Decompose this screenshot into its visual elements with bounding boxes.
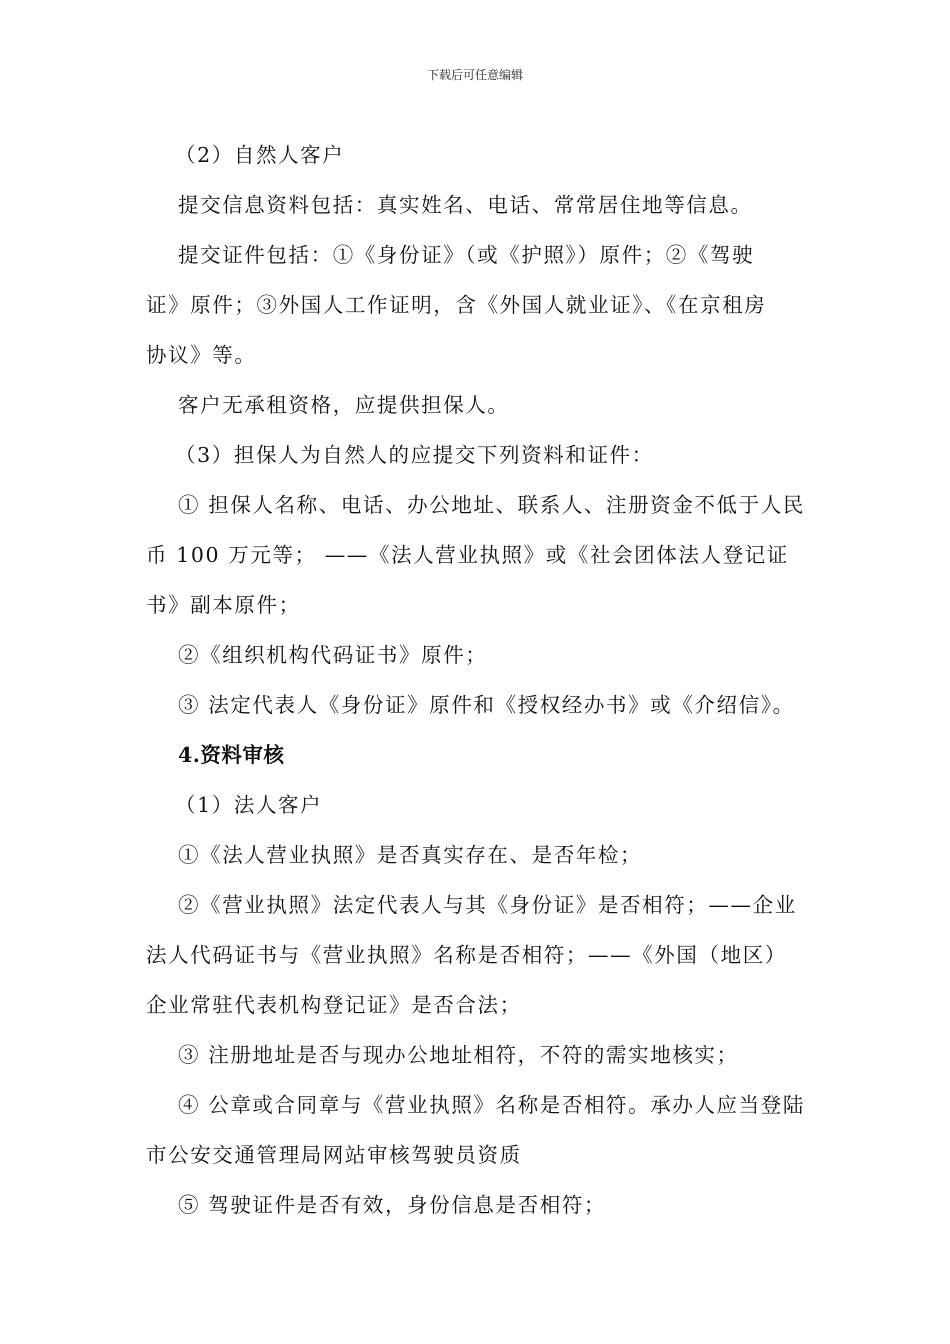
list-item: ②《营业执照》法定代表人与其《身份证》是否相符；——企业 (178, 893, 797, 917)
section-heading: 4.资料审核 (178, 743, 285, 767)
list-item: ⑤ 驾驶证件是否有效，身份信息是否相符； (178, 1193, 607, 1217)
subsection-title: （2）自然人客户 (175, 143, 345, 167)
list-item: ②《组织机构代码证书》原件； (178, 643, 488, 667)
list-item: ③ 法定代表人《身份证》原件和《授权经办书》或《介绍信》。 (178, 693, 795, 717)
paragraph-line: 证》原件；③外国人工作证明，含《外国人就业证》、《在京租房 (146, 293, 767, 317)
paragraph-line: 客户无承租资格，应提供担保人。 (178, 393, 510, 417)
page-header: 下载后可任意编辑 (426, 68, 523, 82)
paragraph-line: 书》副本原件； (146, 593, 301, 617)
list-item: ①《法人营业执照》是否真实存在、是否年检； (178, 843, 643, 867)
paragraph-line: 协议》等。 (146, 343, 257, 367)
paragraph-line: 市公安交通管理局网站审核驾驶员资质 (146, 1143, 522, 1167)
subsection-title: （1）法人客户 (175, 793, 323, 817)
paragraph-line: 法人代码证书与《营业执照》名称是否相符；——《外国（地区） (146, 943, 787, 967)
list-item: ④ 公章或合同章与《营业执照》名称是否相符。承办人应当登陆 (178, 1093, 805, 1117)
list-item: ① 担保人名称、电话、办公地址、联系人、注册资金不低于人民 (178, 493, 805, 517)
paragraph-line: 币 100 万元等； ——《法人营业执照》或《社会团体法人登记证 (146, 543, 789, 567)
subsection-title: （3）担保人为自然人的应提交下列资料和证件： (175, 443, 654, 467)
list-item: ③ 注册地址是否与现办公地址相符，不符的需实地核实； (178, 1043, 739, 1067)
paragraph-line: 企业常驻代表机构登记证》是否合法； (146, 993, 522, 1017)
paragraph-line: 提交证件包括：①《身份证》（或《护照》）原件；②《驾驶 (178, 243, 755, 267)
paragraph-line: 提交信息资料包括：真实姓名、电话、常常居住地等信息。 (178, 193, 753, 217)
